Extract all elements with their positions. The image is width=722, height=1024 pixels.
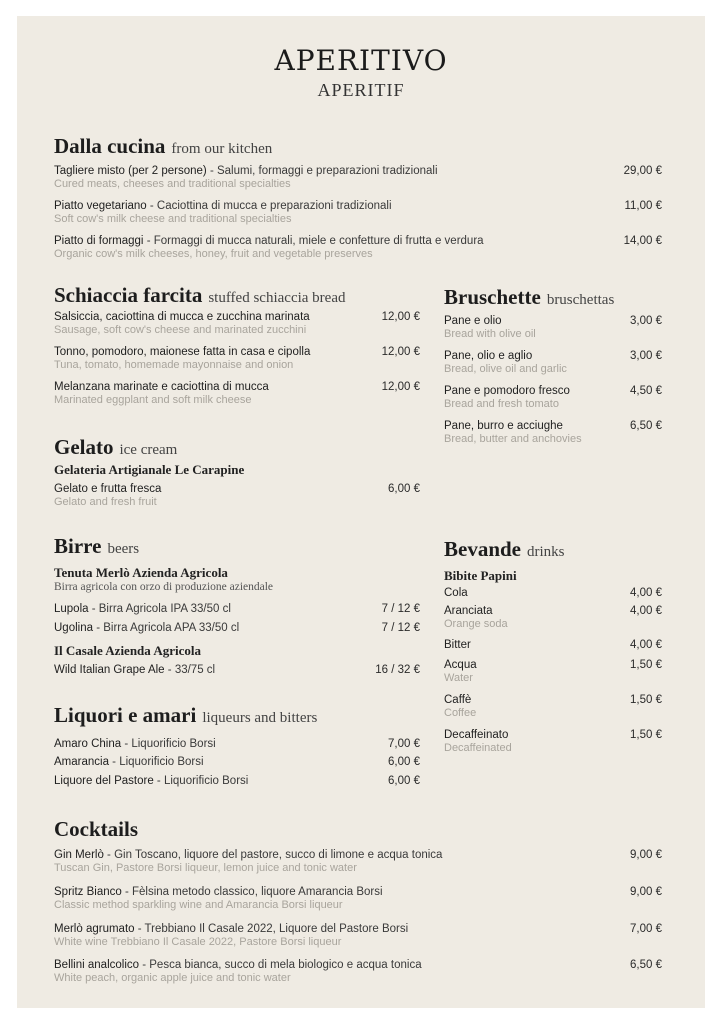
menu-item [54,621,420,635]
section-title-gelato [54,435,177,460]
item-name: Tonno, pomodoro, maionese fatta in casa e cipolla [54,346,311,358]
item-name: Amaro China - Liquorificio Borsi [54,738,216,750]
menu-item [54,885,662,912]
item-translation: Bread with olive oil [444,328,536,340]
section-title-liquori [54,703,317,728]
item-price: 9,00 € [630,849,662,861]
item-price: 1,50 € [630,729,662,741]
item-name: Pane, burro e acciughe [444,420,563,432]
bevande-producer: Bibite Papini [444,568,517,583]
menu-item [444,658,662,685]
item-name: Merlò agrumato - Trebbiano Il Casale 2022, Liquore del Pastore Borsi [54,923,409,935]
item-name: Caffè [444,694,472,706]
item-name: Salsiccia, caciottina di mucca e zucchina marinata [54,311,310,323]
section-title-it: Bruschette [444,285,541,309]
item-name: Gelato e frutta fresca [54,483,162,495]
menu-item [54,958,662,985]
birre-producer-1: Tenuta Merlò Azienda Agricola [54,565,228,580]
item-price: 4,00 € [630,587,662,599]
menu-item [444,604,662,631]
menu-item [54,380,420,407]
item-translation: Soft cow's milk cheese and traditional specialties [54,213,292,225]
item-price: 12,00 € [381,381,420,393]
item-price: 29,00 € [623,165,662,177]
section-title-it: Bevande [444,537,522,561]
item-translation: White peach, organic apple juice and tonic water [54,972,291,984]
birre-producer-2: Il Casale Azienda Agricola [54,643,201,658]
menu-item [54,737,420,751]
item-translation: Orange soda [444,618,508,630]
section-title-bevande [444,537,565,562]
menu-item [54,310,420,337]
item-price: 6,50 € [630,420,662,432]
item-name: Spritz Bianco - Fèlsina metodo classico, liquore Amarancia Borsi [54,886,383,898]
menu-item [444,638,662,652]
item-name: Gin Merlò - Gin Toscano, liquore del pastore, succo di limone e acqua tonica [54,849,443,861]
item-name: Pane e pomodoro fresco [444,385,570,397]
menu-item [54,345,420,372]
menu-item [444,586,662,600]
item-name: Pane, olio e aglio [444,350,533,362]
item-price: 6,00 € [388,483,420,495]
item-translation: Coffee [444,707,477,719]
item-price: 3,00 € [630,315,662,327]
item-price: 1,50 € [630,659,662,671]
section-title-it: Liquori e amari [54,703,197,727]
item-price: 12,00 € [381,346,420,358]
item-translation: Tuscan Gin, Pastore Borsi liqueur, lemon juice and tonic water [54,862,357,874]
section-title-it: Schiaccia farcita [54,283,203,307]
menu-item [54,922,662,949]
item-translation: Water [444,672,473,684]
item-name: Melanzana marinate e caciottina di mucca [54,381,269,393]
item-price: 12,00 € [381,311,420,323]
item-name: Bitter [444,639,471,651]
menu-item [54,199,662,226]
section-title-en: ice cream [119,442,178,458]
item-name: Amarancia - Liquorificio Borsi [54,756,204,768]
menu-item [444,419,662,446]
item-translation: White wine Trebbiano Il Casale 2022, Pastore Borsi liqueur [54,936,342,948]
section-title-bruschette [444,285,614,310]
item-price: 4,00 € [630,639,662,651]
item-price: 6,50 € [630,959,662,971]
menu-item [54,848,662,875]
item-name: Lupola - Birra Agricola IPA 33/50 cl [54,603,231,615]
section-title-it: Birre [54,534,102,558]
menu-item [444,693,662,720]
menu-item [444,349,662,376]
item-name: Pane e olio [444,315,502,327]
item-name: Cola [444,587,468,599]
item-price: 1,50 € [630,694,662,706]
item-price: 6,00 € [388,775,420,787]
item-price: 7 / 12 € [381,622,420,634]
section-title-en: liqueurs and bitters [202,710,318,726]
menu-item [54,482,420,509]
section-title-cucina [54,134,272,159]
item-translation: Bread, butter and anchovies [444,433,582,445]
item-name: Tagliere misto (per 2 persone) - Salumi, formaggi e preparazioni tradizionali [54,165,438,177]
menu-item [444,384,662,411]
item-price: 14,00 € [623,235,662,247]
item-translation: Decaffeinated [444,742,512,754]
item-price: 4,00 € [630,605,662,617]
item-price: 16 / 32 € [375,664,420,676]
item-price: 6,00 € [388,756,420,768]
section-title-en: stuffed schiaccia bread [208,290,346,306]
item-translation: Cured meats, cheeses and traditional specialties [54,178,291,190]
section-title-schiaccia [54,283,345,308]
item-name: Piatto vegetariano - Caciottina di mucca e preparazioni tradizionali [54,200,392,212]
item-translation: Classic method sparkling wine and Amarancia Borsi liqueur [54,899,343,911]
item-price: 4,50 € [630,385,662,397]
item-price: 9,00 € [630,886,662,898]
section-title-cocktails: Cocktails [54,817,138,841]
section-title-en: drinks [527,544,565,560]
item-translation: Bread, olive oil and garlic [444,363,567,375]
item-name: Piatto di formaggi - Formaggi di mucca naturali, miele e confetture di frutta e verdura [54,235,484,247]
page-title: APERITIVO [274,44,448,77]
item-price: 11,00 € [624,200,662,212]
section-title-it: Dalla cucina [54,134,166,158]
section-title-en: beers [107,541,140,557]
item-translation: Organic cow's milk cheeses, honey, fruit and vegetable preserves [54,248,373,260]
item-price: 7,00 € [388,738,420,750]
item-translation: Gelato and fresh fruit [54,496,157,508]
item-name: Decaffeinato [444,729,509,741]
item-price: 7 / 12 € [381,603,420,615]
birre-producer-1-note: Birra agricola con orzo di produzione aziendale [54,581,274,593]
section-title-en: bruschettas [546,292,615,308]
menu-item [444,728,662,755]
item-name: Aranciata [444,605,493,617]
menu-item [444,314,662,341]
menu-item [54,602,420,616]
item-price: 7,00 € [630,923,662,935]
item-price: 3,00 € [630,350,662,362]
item-translation: Bread and fresh tomato [444,398,559,410]
section-title-birre [54,534,139,559]
section-title-en: from our kitchen [171,141,273,157]
gelato-producer: Gelateria Artigianale Le Carapine [54,462,245,477]
page-subtitle: APERITIF [317,80,405,100]
section-title-it: Gelato [54,435,114,459]
menu-item [54,774,420,788]
menu-item [54,755,420,769]
item-name: Liquore del Pastore - Liquorificio Borsi [54,775,249,787]
item-name: Bellini analcolico - Pesca bianca, succo di mela biologico e acqua tonica [54,959,422,971]
menu-item [54,234,662,261]
item-name: Ugolina - Birra Agricola APA 33/50 cl [54,622,240,634]
menu-item [54,663,420,677]
item-name: Acqua [444,659,477,671]
item-translation: Tuna, tomato, homemade mayonnaise and onion [54,359,294,371]
menu-item [54,164,662,191]
item-translation: Marinated eggplant and soft milk cheese [54,394,252,406]
item-translation: Sausage, soft cow's cheese and marinated zucchini [54,324,307,336]
item-name: Wild Italian Grape Ale - 33/75 cl [54,664,216,676]
